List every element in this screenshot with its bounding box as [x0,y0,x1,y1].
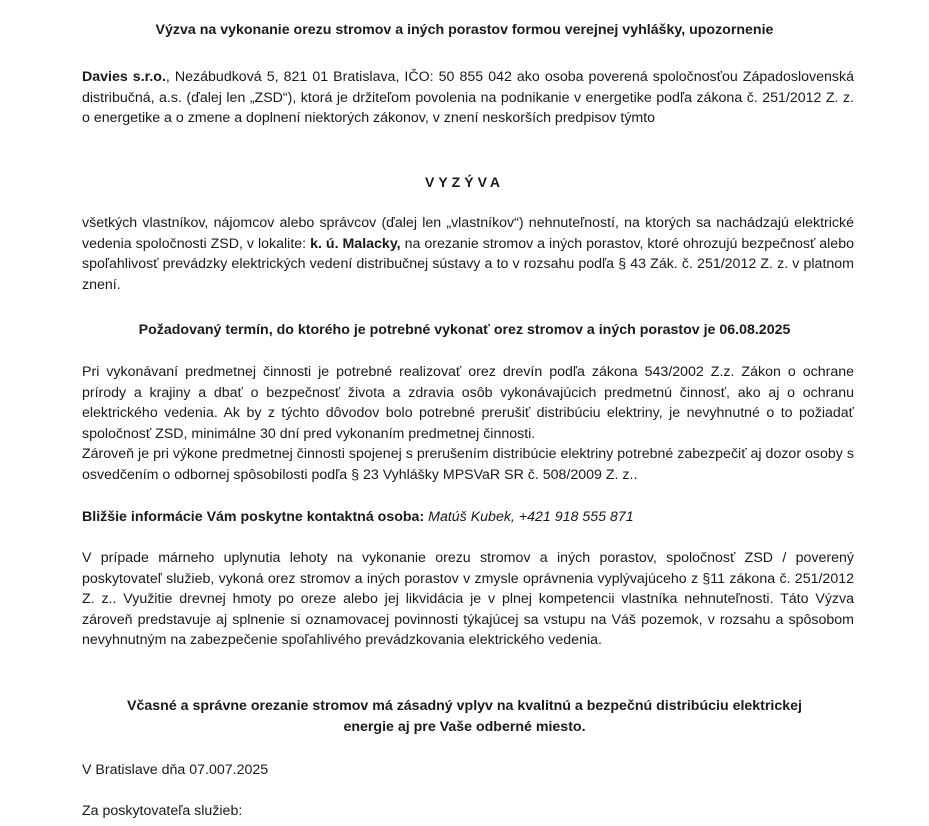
intro-text: , Nezábudková 5, 821 01 Bratislava, IČO: 50 855 042 ako osoba poverená spoločnosťou Západoslovenská distribučná, a.s. (ďalej len „ZSD“), ktorá je držiteľom povolenia na podnikanie v energetike podľa zákona č. 251/2012 Z. z. o energetike a o zmene a doplnení niektorých zákonov, v znení neskorších predpisov týmto [82,69,855,126]
intro-paragraph [82,67,854,129]
failure-notice-paragraph: V prípade márneho uplynutia lehoty na vykonanie orezu stromov a iných porastov, spoločnosť ZSD / poverený poskytovateľ služieb, vykoná orez stromov a iných porastov v zmysle oprávnenia vyplývajúceho z §11 zákona č. 251/2012 Z. z.. Využitie drevnej hmoty po oreze alebo jej likvidácia je v plnej kompetencii vlastníka nehnuteľnosti. Táto Výzva zároveň predstavuje aj splnenie si oznamovacej povinnosti týkajúcej sa vstupu na Váš pozemok, v rozsahu a spôsobom nevyhnutným na zabezpečenie spoľahlivého prevádzkovania elektrického vedenia. [82,550,854,648]
company-name: Davies s.r.o. [82,69,166,85]
summons-location: k. ú. Malacky, [310,235,401,252]
deadline-line: Požadovaný termín, do ktorého je potrebné vykonať orez stromov a iných porastov je 06.08.2025 [138,322,791,338]
contact-line [82,507,854,528]
signature-label: Za poskytovateľa služieb: [82,803,243,819]
contact-label: Bližšie informácie Vám poskytne kontaktná osoba: [82,509,425,525]
contact-person: Matúš Kubek, +421 918 555 871 [428,509,634,525]
document-title: Výzva na vykonanie orezu stromov a iných porastov formou verejnej vyhlášky, upozornenie [155,22,774,38]
date-place: V Bratislave dňa 07.007.2025 [82,762,269,778]
conditions-para-1: Pri vykonávaní predmetnej činnosti je potrebné realizovať orez drevín podľa zákona 543/2002 Z.z. Zákon o ochrane prírody a krajiny a dbať o bezpečnosť života a zdravia osôb vykonávajúcich predmetnú činnosť, ako aj o ochranu elektrického vedenia. Ak by z týchto dôvodov bolo potrebné prerušiť distribúciu elektriny, je nevyhnutné o to požiadať spoločnosť ZSD, minimálne 30 dní pred vykonaním predmetnej činnosti. [82,364,854,442]
summons-text-1: všetkých vlastníkov, nájomcov alebo správcov (ďalej len „vlastníkov“) nehnuteľností, na ktorých sa nachádzajú elektrické vedenia spoločnosti ZSD, v lokalite: [82,215,854,252]
heading-vyzyva: VYZÝVA [425,174,504,190]
conditions-paragraph [82,362,854,485]
conditions-para-2: Zároveň je pri výkone predmetnej činnosti spojenej s prerušením distribúcie elektriny potrebné zabezpečiť aj dozor osoby s osvedčením o odbornej spôsobilosti podľa § 23 Vyhlášky MPSVaR SR č. 508/2009 Z. z.. [82,446,854,483]
closing-line-2: energie aj pre Vaše odberné miesto. [343,718,586,735]
closing-line-1: Včasné a správne orezanie stromov má zásadný vplyv na kvalitnú a bezpečnú distribúciu elektrickej [127,698,802,714]
closing-statement [40,696,889,737]
summons-paragraph [82,213,854,295]
summons-text-2: na orezanie stromov a iných porastov, ktoré ohrozujú bezpečnosť alebo spoľahlivosť prevádzky elektrických vedení distribučnej sústavy a to v rozsahu podľa § 43 Zák. č. 251/2012 Z. z. v platnom znení. [82,235,854,293]
